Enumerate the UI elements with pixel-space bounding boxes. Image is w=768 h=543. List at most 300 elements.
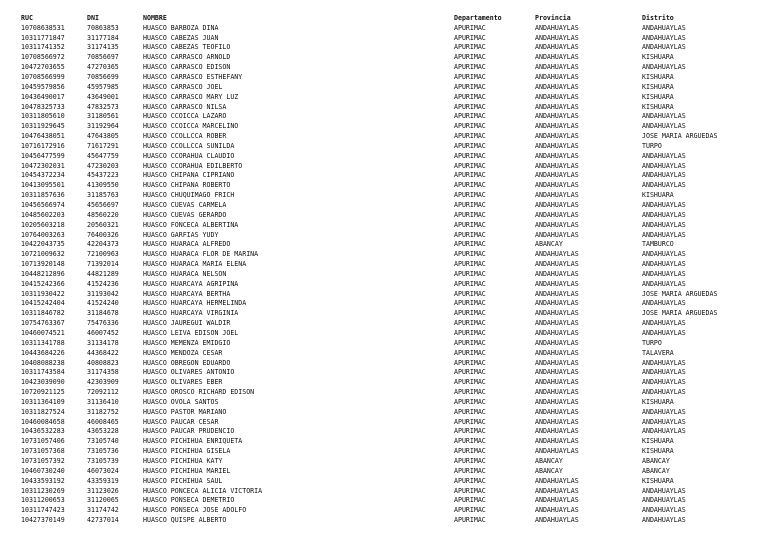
cell-nombre: HUASCO CCOICCA LAZARO — [143, 112, 227, 121]
cell-provincia: ANDAHUAYLAS — [535, 53, 579, 62]
cell-nombre: HUASCO PICHIHUA ENRIQUETA — [143, 437, 243, 446]
cell-distrito: ANDAHUAYLAS — [642, 63, 686, 72]
cell-dni: 70856697 — [87, 53, 119, 62]
cell-departamento: APURIMAC — [454, 220, 486, 229]
cell-ruc: 10731057392 — [21, 456, 65, 465]
table-row — [0, 388, 768, 398]
cell-dni: 47270365 — [87, 63, 119, 72]
cell-nombre: HUASCO PICHIHUA GISELA — [143, 447, 231, 456]
table-row — [0, 103, 768, 113]
cell-provincia: ANDAHUAYLAS — [535, 319, 579, 328]
cell-ruc: 10311827524 — [21, 407, 65, 416]
table-row — [0, 447, 768, 457]
table-row — [0, 368, 768, 378]
table-row — [0, 496, 768, 506]
cell-nombre: HUASCO CABEZAS TEOFILO — [143, 43, 231, 52]
cell-distrito: ANDAHUAYLAS — [642, 112, 686, 121]
cell-ruc: 10443684226 — [21, 348, 65, 357]
cell-nombre: HUASCO MEMENZA EMIDGIO — [143, 338, 231, 347]
table-row — [0, 93, 768, 103]
table-row — [0, 24, 768, 34]
cell-provincia: ANDAHUAYLAS — [535, 309, 579, 318]
table-row — [0, 201, 768, 211]
cell-nombre: HUASCO PASTOR MARIANO — [143, 407, 227, 416]
cell-nombre: HUASCO HUARACA ALFREDO — [143, 240, 231, 249]
cell-dni: 73105740 — [87, 437, 119, 446]
table-row — [0, 329, 768, 339]
cell-ruc: 10713920148 — [21, 260, 65, 269]
cell-provincia: ANDAHUAYLAS — [535, 279, 579, 288]
cell-distrito: KISHUARA — [642, 437, 674, 446]
cell-nombre: HUASCO OLIVARES EBER — [143, 378, 223, 387]
table-row — [0, 112, 768, 122]
cell-nombre: HUASCO CUEVAS CARMELA — [143, 201, 227, 209]
cell-ruc: 10454372234 — [21, 171, 65, 180]
cell-ruc: 10436490017 — [21, 92, 65, 101]
table-row — [0, 280, 768, 290]
cell-dni: 45957985 — [87, 82, 119, 91]
cell-nombre: HUASCO HUARACA NELSON — [143, 269, 227, 278]
cell-nombre: HUASCO QUISPE ALBERTO — [143, 516, 227, 525]
cell-nombre: HUASCO OLIVARES ANTONIO — [143, 368, 235, 377]
cell-distrito: ANDAHUAYLAS — [642, 506, 686, 515]
cell-ruc: 10460730240 — [21, 466, 65, 475]
cell-distrito: TAMBURCO — [642, 240, 674, 249]
cell-departamento: APURIMAC — [454, 141, 486, 150]
table-row — [0, 309, 768, 319]
cell-dni: 46008465 — [87, 417, 119, 426]
cell-provincia: ANDAHUAYLAS — [535, 299, 579, 308]
cell-provincia: ANDAHUAYLAS — [535, 496, 579, 505]
cell-dni: 70863853 — [87, 23, 119, 32]
cell-distrito: KISHUARA — [642, 82, 674, 91]
cell-departamento: APURIMAC — [454, 122, 486, 131]
cell-distrito: ANDAHUAYLAS — [642, 33, 686, 42]
cell-departamento: APURIMAC — [454, 456, 486, 465]
cell-nombre: HUASCO PICHIHUA MARIEL — [143, 466, 231, 475]
cell-dni: 47643805 — [87, 132, 119, 141]
cell-nombre: HUASCO PONCECA ALICIA VICTORIA — [143, 486, 263, 495]
cell-nombre: HUASCO GARFIAS YUDY — [143, 230, 219, 239]
cell-dni: 31193042 — [87, 289, 119, 298]
cell-dni: 70856699 — [87, 73, 119, 82]
table-row — [0, 359, 768, 369]
cell-dni: 48560220 — [87, 210, 119, 219]
header-row — [0, 14, 768, 24]
cell-distrito: TALAVERA — [642, 348, 674, 357]
cell-provincia: ANDAHUAYLAS — [535, 417, 579, 426]
cell-dni: 46073024 — [87, 466, 119, 475]
cell-departamento: APURIMAC — [454, 191, 486, 200]
cell-dni: 42737014 — [87, 516, 119, 525]
cell-distrito: ANDAHUAYLAS — [642, 407, 686, 416]
cell-distrito: ANDAHUAYLAS — [642, 220, 686, 229]
table-row — [0, 299, 768, 309]
cell-distrito: ANDAHUAYLAS — [642, 151, 686, 160]
cell-nombre: HUASCO CUEVAS GERARDO — [143, 210, 227, 219]
cell-distrito: ANDAHUAYLAS — [642, 250, 686, 259]
cell-dni: 42204373 — [87, 240, 119, 249]
cell-distrito: KISHUARA — [642, 476, 674, 485]
cell-nombre: HUASCO MENDOZA CESAR — [143, 348, 223, 357]
cell-departamento: APURIMAC — [454, 516, 486, 525]
cell-provincia: ANDAHUAYLAS — [535, 122, 579, 131]
cell-distrito: ANDAHUAYLAS — [642, 260, 686, 269]
cell-departamento: APURIMAC — [454, 368, 486, 377]
cell-departamento: APURIMAC — [454, 407, 486, 416]
table-row — [0, 250, 768, 260]
cell-distrito: ANDAHUAYLAS — [642, 210, 686, 219]
cell-nombre: HUASCO HUARACA FLOR DE MARINA — [143, 250, 259, 259]
table-row — [0, 349, 768, 359]
cell-nombre: HUASCO PONSECA DEMETRIO — [143, 496, 235, 505]
cell-dni: 31177184 — [87, 33, 119, 42]
cell-dni: 20560321 — [87, 220, 119, 229]
table-row — [0, 43, 768, 53]
cell-dni: 45437223 — [87, 171, 119, 180]
cell-nombre: HUASCO PONSECA JOSE ADOLFO — [143, 506, 247, 515]
cell-dni: 43359319 — [87, 476, 119, 485]
cell-nombre: HUASCO FONCECA ALBERTINA — [143, 220, 239, 229]
cell-ruc: 10720921125 — [21, 388, 65, 397]
cell-provincia: ABANCAY — [535, 466, 563, 475]
cell-nombre: HUASCO LEIVA EDISON JOEL — [143, 329, 239, 337]
cell-nombre: HUASCO CCOLLCCA ROBER — [143, 132, 227, 141]
cell-departamento: APURIMAC — [454, 201, 486, 209]
cell-nombre: HUASCO HUARCAYA VIRGINIA — [143, 309, 239, 318]
cell-ruc: 10754763367 — [21, 319, 65, 328]
cell-ruc: 10478325733 — [21, 102, 65, 111]
cell-departamento: APURIMAC — [454, 92, 486, 101]
cell-provincia: ANDAHUAYLAS — [535, 23, 579, 32]
cell-distrito: ANDAHUAYLAS — [642, 496, 686, 505]
cell-departamento: APURIMAC — [454, 230, 486, 239]
cell-dni: 31134178 — [87, 338, 119, 347]
cell-departamento: APURIMAC — [454, 348, 486, 357]
cell-distrito: ANDAHUAYLAS — [642, 358, 686, 367]
cell-departamento: APURIMAC — [454, 82, 486, 91]
cell-nombre: HUASCO CCOICCA MARCELINO — [143, 122, 239, 131]
cell-ruc: 10708638531 — [21, 23, 65, 32]
header-nombre: NOMBRE — [143, 14, 167, 22]
cell-ruc: 10423039090 — [21, 378, 65, 387]
cell-dni: 31180561 — [87, 112, 119, 121]
cell-provincia: ANDAHUAYLAS — [535, 250, 579, 259]
cell-ruc: 10731057406 — [21, 437, 65, 446]
cell-provincia: ANDAHUAYLAS — [535, 230, 579, 239]
table-row — [0, 319, 768, 329]
cell-nombre: HUASCO CCOLLCCA SUNILDA — [143, 141, 235, 150]
cell-provincia: ANDAHUAYLAS — [535, 516, 579, 525]
cell-nombre: HUASCO CARRASCO NILSA — [143, 102, 227, 111]
cell-departamento: APURIMAC — [454, 417, 486, 426]
cell-distrito: ANDAHUAYLAS — [642, 378, 686, 387]
cell-departamento: APURIMAC — [454, 161, 486, 170]
cell-distrito: KISHUARA — [642, 92, 674, 101]
cell-ruc: 10456566974 — [21, 201, 65, 209]
cell-ruc: 10311929645 — [21, 122, 65, 131]
cell-distrito: JOSE MARIA ARGUEDAS — [642, 309, 718, 318]
cell-distrito: ANDAHUAYLAS — [642, 161, 686, 170]
cell-dni: 43653228 — [87, 427, 119, 436]
cell-departamento: APURIMAC — [454, 210, 486, 219]
cell-dni: 75476336 — [87, 319, 119, 328]
cell-nombre: HUASCO PICHIHUA SAUL — [143, 476, 223, 485]
cell-provincia: ANDAHUAYLAS — [535, 407, 579, 416]
cell-departamento: APURIMAC — [454, 289, 486, 298]
cell-ruc: 10311200653 — [21, 496, 65, 505]
table-row — [0, 142, 768, 152]
cell-dni: 31136410 — [87, 397, 119, 406]
cell-provincia: ANDAHUAYLAS — [535, 447, 579, 456]
cell-ruc: 10408088238 — [21, 358, 65, 367]
cell-departamento: APURIMAC — [454, 112, 486, 121]
table-row — [0, 132, 768, 142]
table-row — [0, 398, 768, 408]
cell-departamento: APURIMAC — [454, 466, 486, 475]
cell-provincia: ANDAHUAYLAS — [535, 358, 579, 367]
cell-distrito: TURPO — [642, 141, 662, 150]
cell-ruc: 10433593192 — [21, 476, 65, 485]
cell-nombre: HUASCO CHIPANA ROBERTO — [143, 181, 231, 190]
header-distrito: Distrito — [642, 14, 674, 22]
cell-ruc: 10205603218 — [21, 220, 65, 229]
cell-provincia: ANDAHUAYLAS — [535, 191, 579, 200]
cell-provincia: ANDAHUAYLAS — [535, 476, 579, 485]
cell-provincia: ANDAHUAYLAS — [535, 82, 579, 91]
cell-ruc: 10764003263 — [21, 230, 65, 239]
table-row — [0, 211, 768, 221]
cell-dni: 42303909 — [87, 378, 119, 387]
cell-distrito: ANDAHUAYLAS — [642, 201, 686, 209]
cell-dni: 44368422 — [87, 348, 119, 357]
cell-departamento: APURIMAC — [454, 279, 486, 288]
cell-distrito: KISHUARA — [642, 102, 674, 111]
cell-provincia: ANDAHUAYLAS — [535, 260, 579, 269]
cell-nombre: HUASCO HUARCAYA HERMELINDA — [143, 299, 247, 308]
cell-departamento: APURIMAC — [454, 299, 486, 308]
cell-dni: 73105736 — [87, 447, 119, 456]
cell-dni: 41309550 — [87, 181, 119, 190]
cell-provincia: ANDAHUAYLAS — [535, 348, 579, 357]
cell-departamento: APURIMAC — [454, 102, 486, 111]
table-row — [0, 162, 768, 172]
cell-distrito: ANDAHUAYLAS — [642, 368, 686, 377]
cell-departamento: APURIMAC — [454, 486, 486, 495]
cell-dni: 31174358 — [87, 368, 119, 377]
table-row — [0, 152, 768, 162]
cell-provincia: ANDAHUAYLAS — [535, 427, 579, 436]
table-row — [0, 516, 768, 526]
cell-ruc: 10311741352 — [21, 43, 65, 52]
cell-dni: 46007452 — [87, 329, 119, 337]
cell-ruc: 10436532283 — [21, 427, 65, 436]
cell-provincia: ANDAHUAYLAS — [535, 92, 579, 101]
cell-ruc: 10311771847 — [21, 33, 65, 42]
cell-departamento: APURIMAC — [454, 496, 486, 505]
cell-ruc: 10456477599 — [21, 151, 65, 160]
cell-departamento: APURIMAC — [454, 378, 486, 387]
cell-departamento: APURIMAC — [454, 397, 486, 406]
cell-nombre: HUASCO CARRASCO JOEL — [143, 82, 223, 91]
cell-departamento: APURIMAC — [454, 329, 486, 337]
cell-ruc: 10311857636 — [21, 191, 65, 200]
cell-nombre: HUASCO CARRASCO ARNOLD — [143, 53, 231, 62]
cell-provincia: ANDAHUAYLAS — [535, 73, 579, 82]
cell-provincia: ANDAHUAYLAS — [535, 289, 579, 298]
table-row — [0, 487, 768, 497]
cell-dni: 76400326 — [87, 230, 119, 239]
cell-dni: 45656697 — [87, 201, 119, 209]
cell-dni: 45647759 — [87, 151, 119, 160]
header-departamento: Departamento — [454, 14, 502, 22]
cell-provincia: ANDAHUAYLAS — [535, 112, 579, 121]
cell-departamento: APURIMAC — [454, 437, 486, 446]
cell-distrito: ANDAHUAYLAS — [642, 299, 686, 308]
cell-distrito: ANDAHUAYLAS — [642, 417, 686, 426]
table-row — [0, 290, 768, 300]
cell-departamento: APURIMAC — [454, 132, 486, 141]
table-row — [0, 231, 768, 241]
cell-provincia: ANDAHUAYLAS — [535, 437, 579, 446]
cell-ruc: 10460084658 — [21, 417, 65, 426]
cell-nombre: HUASCO PAUCAR PRUDENCIO — [143, 427, 235, 436]
cell-provincia: ANDAHUAYLAS — [535, 220, 579, 229]
table-row — [0, 191, 768, 201]
cell-provincia: ABANCAY — [535, 456, 563, 465]
cell-nombre: HUASCO PAUCAR CESAR — [143, 417, 219, 426]
cell-nombre: HUASCO CARRASCO MARY LUZ — [143, 92, 239, 101]
cell-dni: 43649001 — [87, 92, 119, 101]
cell-ruc: 10413095501 — [21, 181, 65, 190]
cell-provincia: ANDAHUAYLAS — [535, 378, 579, 387]
cell-departamento: APURIMAC — [454, 476, 486, 485]
cell-distrito: KISHUARA — [642, 447, 674, 456]
cell-ruc: 10311747423 — [21, 506, 65, 515]
cell-departamento: APURIMAC — [454, 260, 486, 269]
cell-dni: 71392014 — [87, 260, 119, 269]
cell-departamento: APURIMAC — [454, 63, 486, 72]
cell-ruc: 10708566999 — [21, 73, 65, 82]
table-row — [0, 221, 768, 231]
cell-nombre: HUASCO PICHIHUA KATY — [143, 456, 223, 465]
cell-dni: 31120065 — [87, 496, 119, 505]
cell-dni: 31185763 — [87, 191, 119, 200]
cell-provincia: ANDAHUAYLAS — [535, 338, 579, 347]
cell-departamento: APURIMAC — [454, 240, 486, 249]
table-row — [0, 339, 768, 349]
cell-departamento: APURIMAC — [454, 269, 486, 278]
cell-ruc: 10415242404 — [21, 299, 65, 308]
cell-distrito: ANDAHUAYLAS — [642, 122, 686, 131]
cell-provincia: ANDAHUAYLAS — [535, 132, 579, 141]
cell-departamento: APURIMAC — [454, 43, 486, 52]
cell-dni: 31174742 — [87, 506, 119, 515]
cell-ruc: 10460074521 — [21, 329, 65, 337]
cell-distrito: ANDAHUAYLAS — [642, 230, 686, 239]
table-row — [0, 83, 768, 93]
cell-nombre: HUASCO JAUREGUI WALDIR — [143, 319, 231, 328]
cell-provincia: ANDAHUAYLAS — [535, 63, 579, 72]
table-row — [0, 240, 768, 250]
cell-provincia: ANDAHUAYLAS — [535, 141, 579, 150]
table-row — [0, 457, 768, 467]
cell-distrito: ANDAHUAYLAS — [642, 181, 686, 190]
cell-dni: 73105739 — [87, 456, 119, 465]
cell-ruc: 10422043735 — [21, 240, 65, 249]
cell-distrito: ANDAHUAYLAS — [642, 23, 686, 32]
cell-provincia: ANDAHUAYLAS — [535, 102, 579, 111]
table-row — [0, 408, 768, 418]
cell-provincia: ANDAHUAYLAS — [535, 269, 579, 278]
cell-ruc: 10476438051 — [21, 132, 65, 141]
cell-provincia: ANDAHUAYLAS — [535, 506, 579, 515]
cell-nombre: HUASCO BARBOZA DINA — [143, 23, 219, 32]
table-row — [0, 260, 768, 270]
cell-ruc: 10311930422 — [21, 289, 65, 298]
cell-distrito: KISHUARA — [642, 73, 674, 82]
cell-provincia: ANDAHUAYLAS — [535, 171, 579, 180]
cell-nombre: HUASCO CCORAHUA CLAUDIO — [143, 151, 235, 160]
cell-ruc: 10311846782 — [21, 309, 65, 318]
table-row — [0, 506, 768, 516]
table-row — [0, 477, 768, 487]
cell-provincia: ANDAHUAYLAS — [535, 201, 579, 209]
cell-ruc: 10472302031 — [21, 161, 65, 170]
table-row — [0, 378, 768, 388]
cell-dni: 71617291 — [87, 141, 119, 150]
header-ruc: RUC — [21, 14, 33, 22]
cell-distrito: ANDAHUAYLAS — [642, 171, 686, 180]
cell-distrito: ANDAHUAYLAS — [642, 516, 686, 525]
cell-distrito: KISHUARA — [642, 191, 674, 200]
cell-nombre: HUASCO HUARACA MARÍA ELENA — [143, 260, 247, 269]
cell-distrito: JOSE MARIA ARGUEDAS — [642, 132, 718, 141]
cell-dni: 40808823 — [87, 358, 119, 367]
cell-distrito: KISHUARA — [642, 397, 674, 406]
cell-provincia: ANDAHUAYLAS — [535, 388, 579, 397]
cell-dni: 31123026 — [87, 486, 119, 495]
cell-departamento: APURIMAC — [454, 73, 486, 82]
cell-provincia: ANDAHUAYLAS — [535, 329, 579, 337]
cell-departamento: APURIMAC — [454, 338, 486, 347]
table-row — [0, 171, 768, 181]
table-row — [0, 467, 768, 477]
cell-distrito: ANDAHUAYLAS — [642, 486, 686, 495]
cell-nombre: HUASCO HUARCAYA BERTHA — [143, 289, 231, 298]
cell-departamento: APURIMAC — [454, 250, 486, 259]
cell-distrito: ABANCAY — [642, 466, 670, 475]
cell-distrito: ANDAHUAYLAS — [642, 427, 686, 436]
cell-dni: 41524236 — [87, 279, 119, 288]
cell-provincia: ANDAHUAYLAS — [535, 43, 579, 52]
cell-departamento: APURIMAC — [454, 151, 486, 160]
cell-dni: 31192964 — [87, 122, 119, 131]
cell-ruc: 10485602203 — [21, 210, 65, 219]
cell-distrito: ANDAHUAYLAS — [642, 319, 686, 328]
cell-dni: 44821289 — [87, 269, 119, 278]
cell-distrito: ANDAHUAYLAS — [642, 269, 686, 278]
cell-provincia: ABANCAY — [535, 240, 563, 249]
table-row — [0, 53, 768, 63]
cell-dni: 47230203 — [87, 161, 119, 170]
cell-distrito: JOSE MARIA ARGUEDAS — [642, 289, 718, 298]
cell-nombre: HUASCO OBREGON EDUARDO — [143, 358, 231, 367]
cell-departamento: APURIMAC — [454, 23, 486, 32]
cell-nombre: HUASCO CARRASCO ESTHEFANY — [143, 73, 243, 82]
cell-dni: 72100963 — [87, 250, 119, 259]
cell-ruc: 10716172916 — [21, 141, 65, 150]
